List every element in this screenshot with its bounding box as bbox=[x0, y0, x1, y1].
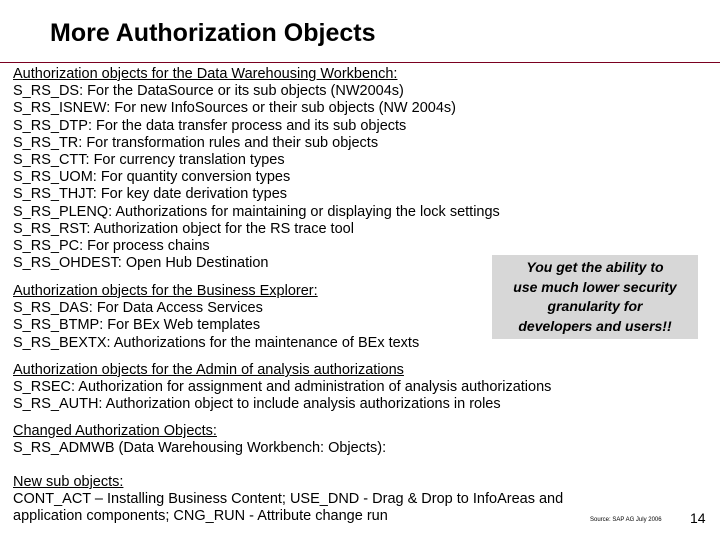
section-bex bbox=[13, 283, 419, 352]
list-item: S_RS_THJT: For key date derivation types bbox=[13, 186, 288, 203]
list-item: S_RS_BEXTX: Authorizations for the maintenance of BEx texts bbox=[13, 334, 420, 351]
list-item: S_RS_OHDEST: Open Hub Destination bbox=[13, 255, 269, 272]
source-note: Source: SAP AG July 2006 bbox=[590, 517, 662, 523]
callout-line: You get the ability to bbox=[526, 259, 664, 275]
list-item: S_RS_BTMP: For BEx Web templates bbox=[13, 317, 261, 334]
section-heading: Authorization objects for the Business Explorer: bbox=[13, 283, 318, 299]
list-item: S_RS_ADMWB (Data Warehousing Workbench: Objects): bbox=[13, 440, 387, 457]
list-item: S_RS_TR: For transformation rules and their sub objects bbox=[13, 134, 379, 151]
list-item: S_RS_ISNEW: For new InfoSources or their sub objects (NW 2004s) bbox=[13, 100, 456, 117]
callout-line: use much lower security bbox=[513, 278, 677, 295]
page-number: 14 bbox=[690, 510, 706, 526]
callout-line: granularity for bbox=[547, 298, 643, 314]
section-heading: Authorization objects for the Data Warehousing Workbench: bbox=[13, 66, 398, 82]
list-item: S_RS_PLENQ: Authorizations for maintaining or displaying the lock settings bbox=[13, 203, 500, 220]
list-item: S_RS_DAS: For Data Access Services bbox=[13, 300, 263, 317]
list-item: S_RS_DS: For the DataSource or its sub objects (NW2004s) bbox=[13, 83, 404, 100]
list-item: S_RS_DTP: For the data transfer process and its sub objects bbox=[13, 117, 407, 134]
section-heading: Authorization objects for the Admin of analysis authorizations bbox=[13, 362, 404, 378]
section-dw-workbench bbox=[13, 66, 500, 272]
list-item: S_RS_PC: For process chains bbox=[13, 237, 210, 254]
section-admin bbox=[13, 362, 551, 414]
list-item: S_RS_CTT: For currency translation types bbox=[13, 151, 285, 168]
section-heading: New sub objects: bbox=[13, 474, 124, 490]
list-item: S_RS_RST: Authorization object for the RS trace tool bbox=[13, 220, 354, 237]
section-new-sub-objects bbox=[13, 474, 563, 526]
title-divider bbox=[0, 62, 720, 63]
section-changed bbox=[13, 423, 386, 457]
section-heading: Changed Authorization Objects: bbox=[13, 423, 217, 439]
list-item: CONT_ACT – Installing Business Content; USE_DND - Drag & Drop to InfoAreas and bbox=[13, 491, 564, 508]
list-item: application components; CNG_RUN - Attribute change run bbox=[13, 508, 388, 525]
list-item: S_RSEC: Authorization for assignment and administration of analysis authorizations bbox=[13, 379, 552, 396]
callout-line: developers and users!! bbox=[518, 317, 672, 334]
callout-box bbox=[492, 255, 698, 339]
slide-title: More Authorization Objects bbox=[50, 19, 376, 47]
list-item: S_RS_UOM: For quantity conversion types bbox=[13, 169, 291, 186]
list-item: S_RS_AUTH: Authorization object to include analysis authorizations in roles bbox=[13, 396, 501, 413]
